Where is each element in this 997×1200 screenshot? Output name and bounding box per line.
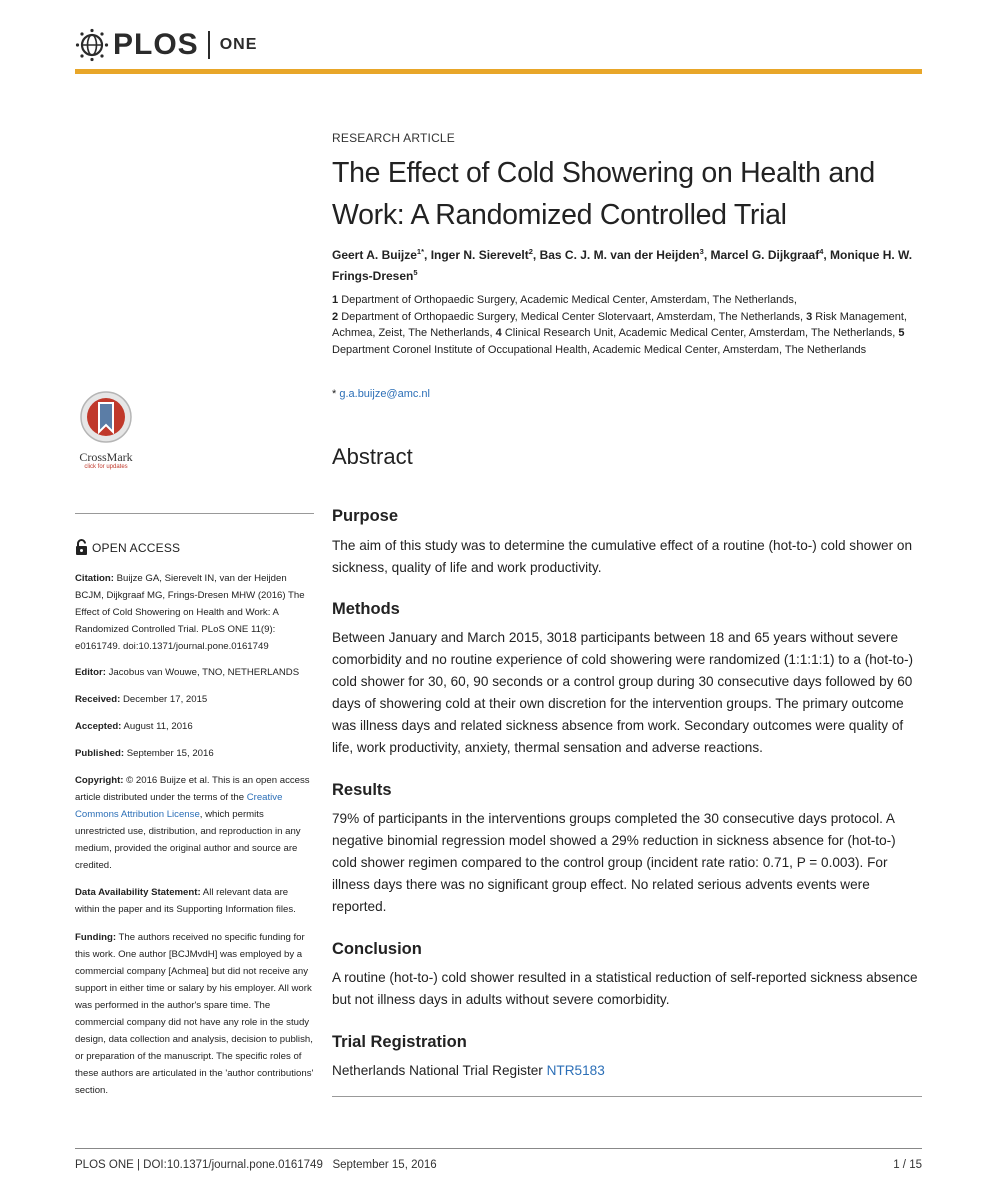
brand-name: PLOS — [113, 28, 199, 61]
citation-label: Citation: — [75, 573, 114, 584]
footer-citation — [75, 1159, 437, 1171]
author-name[interactable]: Marcel G. Dijkgraaf — [710, 248, 820, 262]
received-date: December 17, 2015 — [123, 694, 208, 705]
accepted-block — [75, 718, 315, 735]
article-title: The Effect of Cold Showering on Health and Work: A Randomized Controlled Trial — [332, 157, 875, 231]
abstract-end-divider — [332, 1096, 922, 1097]
author-name[interactable]: Monique H. W. Frings-Dresen — [332, 248, 913, 283]
data-availability-text: All relevant data are within the paper and its Supporting Information files. — [75, 887, 296, 915]
affiliation-text: Department Coronel Institute of Occupational Health, Academic Medical Center, Amsterdam, The Netherlands — [332, 343, 867, 356]
published-label: Published: — [75, 748, 125, 759]
data-availability-block — [75, 884, 315, 918]
affiliation-text: Department of Orthopaedic Surgery, Medical Center Slotervaart, Amsterdam, The Netherlands, — [341, 310, 803, 323]
methods-text: Between January and March 2015, 3018 participants between 18 and 65 years without severe comorbidity and no routine experience of cold showering were randomized (1:1:1:1) to a (hot-to-) cold shower for 30, 60, 90 seconds or a control group during 30 consecutive days followed by 60 days of showering cold at their own discretion for the intervention groups. The primary outcome was illness days and related sickness absence from work. Secondary outcomes were quality of life, work productivity, anxiety, thermal sensation and adverse reactions. — [332, 630, 914, 755]
purpose-heading: Purpose — [332, 507, 399, 525]
conclusion-heading: Conclusion — [332, 940, 422, 958]
trial-registration-heading: Trial Registration — [332, 1033, 467, 1051]
trial-id-link[interactable]: NTR5183 — [546, 1063, 605, 1078]
affiliation-text: Clinical Research Unit, Academic Medical Center, Amsterdam, The Netherlands, — [504, 327, 896, 339]
published-date: September 15, 2016 — [126, 748, 214, 759]
accepted-label: Accepted: — [75, 721, 122, 732]
citation-text: Buijze GA, Sierevelt IN, van der Heijden BCJM, Dijkgraaf MG, Frings-Dresen MHW (2016) The Effect of Cold Showering on Health and Work: A Randomized Controlled Trial. PLoS ONE 11(9): e0161749. doi:10.1371/journal.pone.0161749 — [75, 573, 305, 652]
open-access-label: OPEN ACCESS — [92, 540, 181, 555]
affiliation-text: Department of Orthopaedic Surgery, Academic Medical Center, Amsterdam, The Netherlands, — [341, 294, 797, 306]
affiliation-number: 4 — [495, 327, 502, 339]
page-number: 1 / 15 — [893, 1159, 922, 1171]
affiliation-number: 1 — [332, 294, 339, 306]
affiliation-number: 3 — [806, 310, 813, 323]
data-availability-label: Data Availability Statement: — [75, 887, 201, 898]
affiliation-text: Risk Management, Achmea, Zeist, The Netherlands, — [332, 310, 907, 339]
article-type: RESEARCH ARTICLE — [332, 131, 456, 145]
author-affiliation-number: 2 — [528, 247, 533, 256]
author-name[interactable]: Geert A. Buijze — [332, 248, 417, 262]
email-mark: * — [332, 388, 337, 400]
open-lock-icon — [75, 539, 88, 556]
open-access-badge — [75, 539, 180, 556]
affiliation-number: 2 — [332, 310, 339, 323]
copyright-block — [75, 772, 315, 874]
author-list: Geert A. Buijze$^{1*}$, Inger N. Sierevelt$^2$, Bas C. J. M. van der Heijden$^3$, Marcel G. Dijkgraaf$^4$, Monique H. W. Frings-Dresen$^5$ — [332, 247, 913, 283]
funding-text: The authors received no specific funding for this work. One author [BCJMvdH] was employed by a commercial company [Achmea] but did not receive any support in either time or salary by his employer. All work was performed in the author's spare time. The commercial company did not have any role in the study design, data collection and analysis, decision to publish, or preparation of the manuscript. The specific roles of these authors are articulated in the 'author contributions' section. — [75, 932, 314, 1096]
email-link[interactable]: g.a.buijze@amc.nl — [339, 388, 430, 400]
header-accent-rule — [75, 69, 922, 74]
methods-heading: Methods — [332, 600, 400, 618]
author-affiliation-number: 3 — [699, 247, 704, 256]
crossmark-badge[interactable] — [76, 390, 136, 470]
published-block — [75, 745, 315, 762]
editor-block — [75, 664, 315, 681]
sidebar-divider — [75, 513, 314, 514]
author-affiliation-number: 5 — [413, 268, 418, 277]
results-text: 79% of participants in the interventions groups completed the 30 consecutive days protocol. A negative binomial regression model showed a 29% reduction in sickness absence for (hot-to-) cold shower regimen compared to the control group (incident rate ratio: 0.71, P = 0.003). For illness days there was no significant group effect. No related serious advents events were reported. — [332, 811, 896, 914]
editor-text: Jacobus van Wouwe, TNO, NETHERLANDS — [108, 667, 300, 678]
copyright-text-post: , which permits unrestricted use, distribution, and reproduction in any medium, provided the original author and source are credited. — [75, 809, 301, 871]
plos-globe-icon — [75, 28, 109, 62]
logo-divider — [208, 31, 210, 59]
author-name[interactable]: Bas C. J. M. van der Heijden — [539, 248, 700, 262]
received-label: Received: — [75, 694, 121, 705]
footer-doi: PLOS ONE | DOI:10.1371/journal.pone.0161749 — [75, 1159, 323, 1171]
trial-register-name: Netherlands National Trial Register — [332, 1063, 543, 1078]
author-name[interactable]: Inger N. Sierevelt — [430, 248, 529, 262]
abstract-heading: Abstract — [332, 444, 413, 469]
plos-logo[interactable] — [75, 28, 257, 62]
received-block — [75, 691, 315, 708]
affiliation-number: 5 — [898, 327, 905, 339]
license-link[interactable]: Creative Commons Attribution License — [75, 792, 283, 820]
footer-divider — [75, 1148, 922, 1149]
author-affiliation-number: 1 — [416, 247, 422, 256]
corresponding-email — [332, 388, 430, 400]
funding-label: Funding: — [75, 932, 117, 943]
crossmark-icon — [79, 390, 133, 444]
purpose-text: The aim of this study was to determine the cumulative effect of a routine (hot-to-) cold shower on sickness, quality of life and work productivity. — [332, 538, 913, 575]
journal-name: ONE — [219, 36, 258, 53]
funding-block — [75, 929, 315, 1099]
corresponding-mark: * — [421, 247, 425, 256]
journal-header — [75, 24, 922, 76]
results-heading: Results — [332, 781, 392, 799]
copyright-text-pre: © 2016 Buijze et al. This is an open access article distributed under the terms of the — [75, 775, 310, 803]
copyright-label: Copyright: — [75, 775, 124, 786]
trial-registration-text — [332, 1060, 922, 1082]
accepted-date: August 11, 2016 — [123, 721, 193, 732]
author-affiliation-number: 4 — [819, 247, 824, 256]
affiliations — [332, 292, 922, 358]
citation-block — [75, 570, 315, 655]
editor-label: Editor: — [75, 667, 106, 678]
conclusion-text: A routine (hot-to-) cold shower resulted in a statistical reduction of self-reported sickness absence but not illness days in adults without severe comorbidity. — [332, 970, 918, 1007]
crossmark-label: CrossMark — [79, 450, 133, 464]
crossmark-sublabel: click for updates — [84, 464, 128, 470]
footer-date: September 15, 2016 — [332, 1159, 437, 1171]
